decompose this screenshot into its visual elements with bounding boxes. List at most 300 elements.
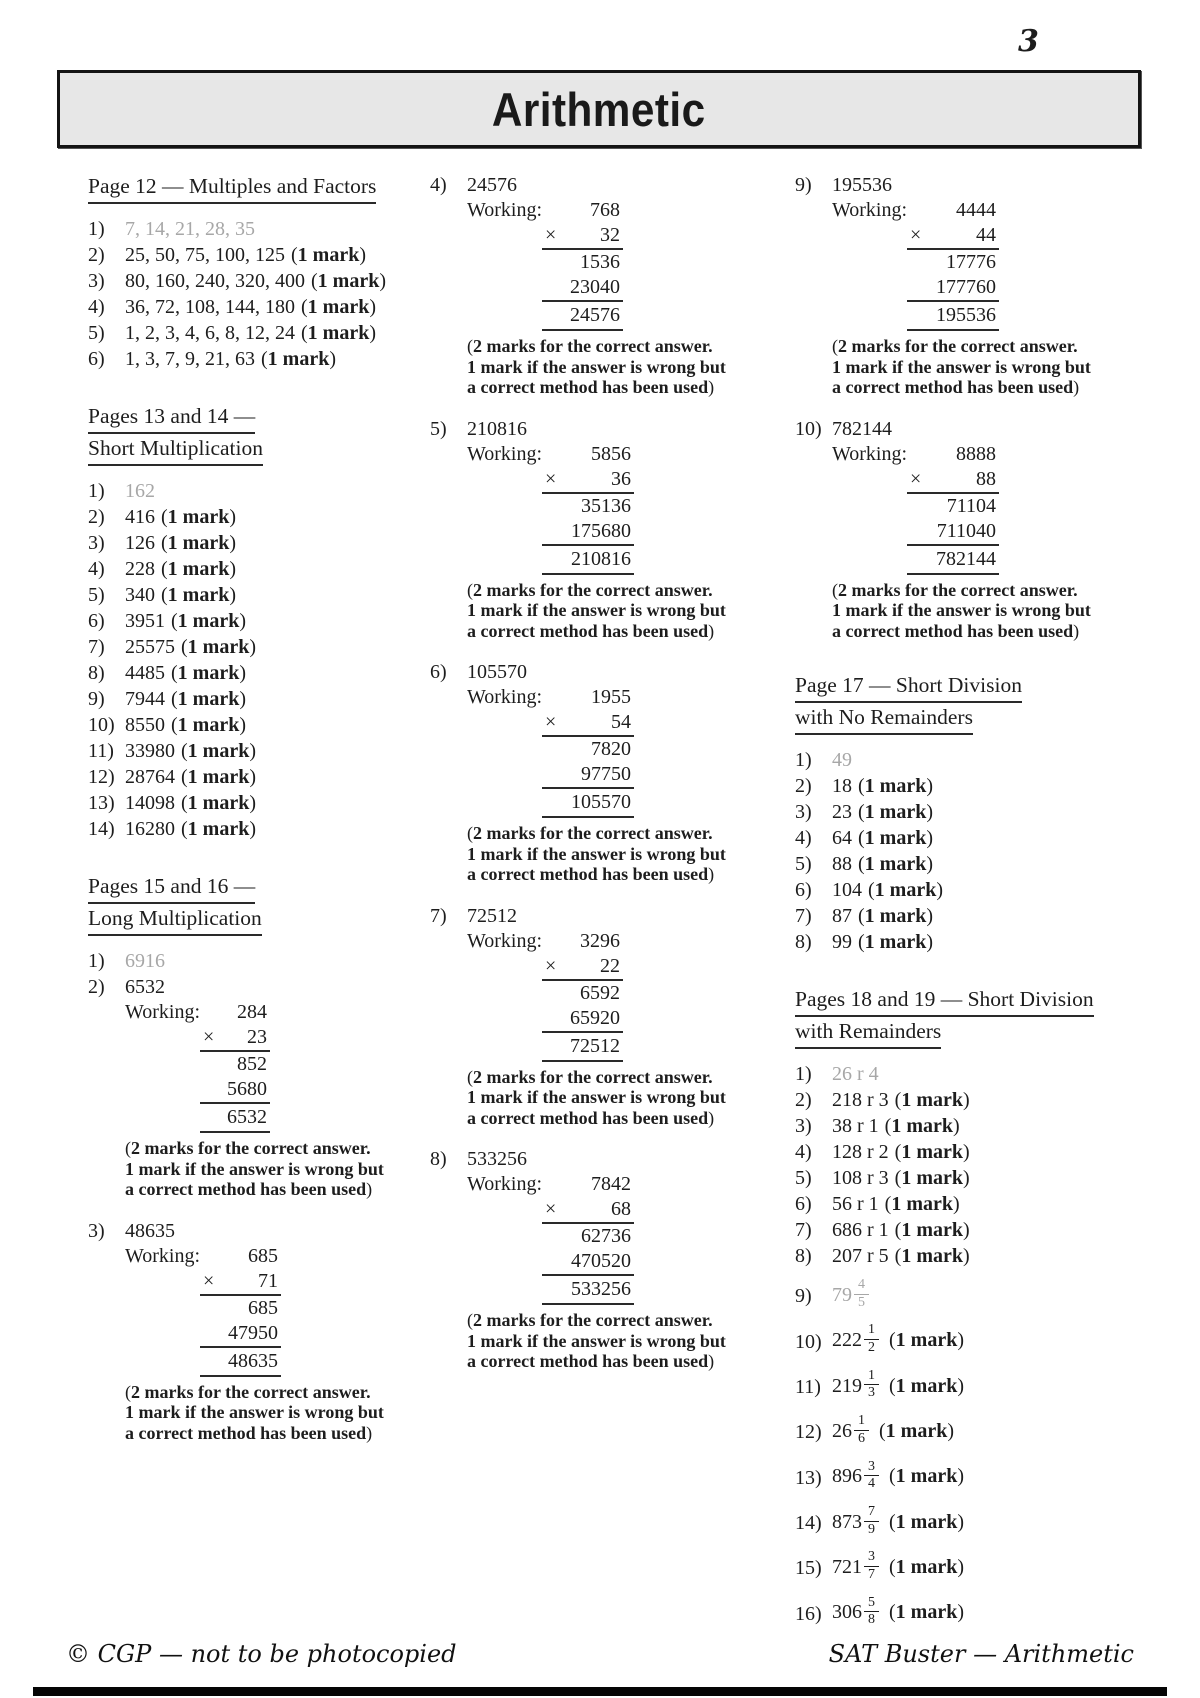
answer-content bbox=[832, 773, 1125, 799]
answer-value: 533256 bbox=[467, 1148, 527, 1170]
mult-result: 533256 bbox=[542, 1277, 634, 1305]
marks-note-line: (2 marks for the correct answer. bbox=[467, 336, 713, 356]
fraction bbox=[864, 1596, 879, 1628]
mark-value: 1 mark bbox=[317, 270, 380, 292]
answers-column-middle bbox=[430, 168, 730, 1390]
answer-value: 26 r 4 bbox=[832, 1063, 879, 1085]
answer-item bbox=[795, 1113, 1125, 1139]
answer-item bbox=[795, 1414, 1125, 1450]
working-label: Working: bbox=[832, 199, 908, 221]
answer-content bbox=[125, 582, 423, 608]
answer-content bbox=[832, 1217, 1125, 1243]
answer-item bbox=[795, 1278, 1125, 1314]
mark-label: (1 mark) bbox=[261, 348, 337, 370]
answer-content bbox=[832, 1243, 1125, 1269]
answer-item bbox=[795, 1323, 1125, 1359]
mark-label: (1 mark) bbox=[858, 905, 934, 927]
paren: ( bbox=[832, 336, 838, 356]
fraction-numerator: 7 bbox=[864, 1505, 879, 1522]
answer-item bbox=[795, 1165, 1125, 1191]
section-heading bbox=[88, 172, 423, 204]
multiplication-working bbox=[542, 198, 623, 331]
answer-content bbox=[832, 1113, 1125, 1139]
answer-content bbox=[467, 416, 730, 442]
mark-label: (1 mark) bbox=[889, 1329, 965, 1352]
item-number: 5) bbox=[88, 584, 105, 606]
working-row bbox=[467, 198, 730, 331]
mark-value: 1 mark bbox=[901, 1089, 964, 1111]
answer-item bbox=[795, 851, 1125, 877]
working-row bbox=[832, 198, 1125, 331]
fraction bbox=[854, 1278, 869, 1310]
fraction bbox=[854, 1414, 869, 1446]
paren: ) bbox=[366, 1179, 373, 1199]
item-number: 2) bbox=[88, 506, 105, 528]
mark-label: (1 mark) bbox=[181, 740, 257, 762]
answer-item bbox=[88, 790, 423, 816]
answer-item bbox=[88, 686, 423, 712]
mult-result: 72512 bbox=[542, 1034, 623, 1062]
mark-label: (1 mark) bbox=[171, 688, 247, 710]
answer-content bbox=[832, 1460, 1125, 1496]
answer-content bbox=[125, 712, 423, 738]
mult-result: 195536 bbox=[907, 303, 999, 331]
answer-content bbox=[125, 660, 423, 686]
mult-top-number: 768 bbox=[590, 199, 620, 221]
fraction-numerator: 4 bbox=[854, 1278, 869, 1295]
mult-result: 48635 bbox=[200, 1349, 281, 1377]
fraction-numerator: 1 bbox=[854, 1414, 869, 1431]
mult-partial-product: 685 bbox=[248, 1296, 278, 1319]
paren: ) bbox=[708, 377, 715, 397]
multiplication-working bbox=[200, 1000, 270, 1133]
mark-value: 1 mark bbox=[874, 879, 937, 901]
mark-label: (1 mark) bbox=[894, 1245, 970, 1267]
mark-label: (1 mark) bbox=[181, 818, 257, 840]
item-number: 9) bbox=[795, 1285, 812, 1308]
mult-partial-product: 852 bbox=[237, 1053, 267, 1075]
mark-label: (1 mark) bbox=[301, 296, 377, 318]
mark-label: (1 mark) bbox=[858, 931, 934, 953]
mark-value: 1 mark bbox=[864, 931, 927, 953]
mark-label: (1 mark) bbox=[879, 1419, 955, 1442]
footer-book-title: SAT Buster — Arithmetic bbox=[828, 1640, 1134, 1668]
answer-item bbox=[795, 1550, 1125, 1586]
paren: ( bbox=[125, 1138, 131, 1158]
mult-multiplier: 88 bbox=[976, 467, 996, 490]
section-heading bbox=[88, 872, 423, 936]
answer-item bbox=[88, 764, 423, 790]
section-heading-line: Page 17 — Short Division bbox=[795, 671, 1022, 703]
mark-value: 1 mark bbox=[297, 244, 360, 266]
mark-value: 1 mark bbox=[895, 1510, 958, 1533]
marks-note bbox=[467, 823, 730, 885]
item-number: 4) bbox=[430, 174, 447, 196]
item-number: 5) bbox=[795, 1167, 812, 1189]
item-number: 2) bbox=[88, 976, 105, 998]
item-number: 1) bbox=[88, 950, 105, 972]
answer-value: 207 r 5 bbox=[832, 1245, 889, 1267]
item-number: 5) bbox=[795, 853, 812, 875]
answer-value: 126 bbox=[125, 532, 155, 554]
mult-partial-product: 65920 bbox=[542, 1006, 623, 1033]
answer-value bbox=[832, 1413, 873, 1446]
marks-note-line: a correct method has been used) bbox=[832, 620, 1080, 641]
paren: ( bbox=[467, 579, 473, 600]
item-number: 4) bbox=[88, 558, 105, 580]
answer-item bbox=[88, 1218, 423, 1244]
section-heading bbox=[88, 402, 423, 466]
fraction-denominator: 3 bbox=[868, 1385, 875, 1401]
paren: ) bbox=[1073, 620, 1080, 641]
mark-value: 1 mark bbox=[895, 1601, 958, 1624]
working-label: Working: bbox=[832, 442, 908, 465]
mark-value: 1 mark bbox=[901, 1245, 964, 1267]
item-number: 13) bbox=[88, 792, 115, 814]
marks-note bbox=[832, 580, 1125, 642]
mult-result: 6532 bbox=[200, 1105, 270, 1133]
item-number: 2) bbox=[88, 244, 105, 266]
answer-content bbox=[832, 1165, 1125, 1191]
times-sign: × bbox=[545, 954, 557, 977]
page-footer bbox=[66, 1640, 1134, 1668]
mark-label: (1 mark) bbox=[889, 1374, 965, 1397]
marks-note bbox=[125, 1382, 423, 1444]
answer-item bbox=[795, 1596, 1125, 1632]
mult-multiplier: 54 bbox=[611, 711, 631, 733]
mark-value: 1 mark bbox=[307, 296, 370, 318]
answer-content bbox=[467, 172, 730, 198]
mark-value: 1 mark bbox=[901, 1141, 964, 1163]
answer-content bbox=[832, 825, 1125, 851]
answer-content bbox=[125, 530, 423, 556]
item-number: 7) bbox=[795, 1219, 812, 1241]
answer-content bbox=[832, 172, 1125, 198]
mult-multiplier-row bbox=[542, 954, 623, 981]
answer-item bbox=[795, 825, 1125, 851]
answer-content bbox=[125, 816, 423, 842]
whole-number: 219 bbox=[832, 1374, 862, 1397]
marks-note-line: (2 marks for the correct answer. bbox=[467, 1310, 713, 1330]
answer-item bbox=[88, 556, 423, 582]
marks-note-line: (2 marks for the correct answer. bbox=[467, 1066, 713, 1087]
answer-item bbox=[88, 242, 423, 268]
answer-value: 1, 2, 3, 4, 6, 8, 12, 24 bbox=[125, 322, 295, 344]
item-number: 1) bbox=[795, 1063, 812, 1085]
answer-content bbox=[125, 320, 423, 346]
answer-item bbox=[795, 1061, 1125, 1087]
marks-note-line: a correct method has been used) bbox=[125, 1179, 373, 1199]
times-sign: × bbox=[545, 467, 557, 490]
answer-value: 72512 bbox=[467, 904, 517, 927]
mult-top-number: 7842 bbox=[591, 1173, 631, 1195]
answer-content bbox=[832, 1061, 1125, 1087]
marks-note-line: a correct method has been used) bbox=[467, 1107, 715, 1128]
mult-top-number: 1955 bbox=[591, 686, 631, 708]
answer-value: 8550 bbox=[125, 714, 165, 736]
answer-item bbox=[795, 1217, 1125, 1243]
answer-item bbox=[88, 216, 423, 242]
answer-content bbox=[125, 764, 423, 790]
answer-value: 6532 bbox=[125, 976, 165, 998]
working-label: Working: bbox=[467, 1173, 543, 1195]
multiplication-working bbox=[907, 442, 999, 575]
mark-label: (1 mark) bbox=[171, 662, 247, 684]
item-number: 7) bbox=[88, 636, 105, 658]
answer-item bbox=[88, 738, 423, 764]
answer-value: 686 r 1 bbox=[832, 1219, 889, 1241]
working-row bbox=[467, 442, 730, 575]
mark-label: (1 mark) bbox=[161, 506, 237, 528]
answer-value: 64 bbox=[832, 827, 852, 849]
answer-content bbox=[125, 478, 423, 504]
answer-content bbox=[832, 929, 1125, 955]
answer-value: 23 bbox=[832, 801, 852, 823]
answer-item bbox=[795, 1191, 1125, 1217]
answer-value: 36, 72, 108, 144, 180 bbox=[125, 296, 295, 318]
mult-multiplier: 44 bbox=[976, 224, 996, 246]
mult-partial-product: 6592 bbox=[580, 981, 620, 1004]
item-number: 10) bbox=[88, 714, 115, 736]
item-number: 10) bbox=[795, 1330, 822, 1353]
answer-value: 128 r 2 bbox=[832, 1141, 889, 1163]
mult-partial-product: 175680 bbox=[542, 519, 634, 546]
mark-label: (1 mark) bbox=[858, 801, 934, 823]
fraction-numerator: 5 bbox=[864, 1596, 879, 1613]
marks-note-line: (2 marks for the correct answer. bbox=[832, 579, 1078, 600]
whole-number: 721 bbox=[832, 1556, 862, 1579]
item-number: 6) bbox=[88, 610, 105, 632]
whole-number: 873 bbox=[832, 1510, 862, 1533]
mult-multiplier: 23 bbox=[247, 1026, 267, 1048]
marks-note-line: 1 mark if the answer is wrong but bbox=[467, 843, 726, 864]
answer-content bbox=[125, 294, 423, 320]
marks-note-line: 1 mark if the answer is wrong but bbox=[467, 1087, 726, 1107]
section-heading-line: Pages 15 and 16 — bbox=[88, 872, 255, 904]
mult-multiplier-row bbox=[542, 1197, 634, 1224]
answer-value: 99 bbox=[832, 931, 852, 953]
mark-value: 1 mark bbox=[895, 1374, 958, 1397]
item-number: 9) bbox=[795, 174, 812, 196]
item-number: 8) bbox=[795, 1245, 812, 1267]
answer-item bbox=[795, 877, 1125, 903]
answer-item bbox=[88, 608, 423, 634]
section-heading-line: with No Remainders bbox=[795, 703, 973, 735]
mark-value: 1 mark bbox=[177, 714, 240, 736]
item-number: 1) bbox=[88, 218, 105, 240]
answer-content bbox=[125, 268, 423, 294]
section-heading-line: with Remainders bbox=[795, 1017, 941, 1049]
fraction-numerator: 1 bbox=[864, 1323, 879, 1340]
fraction bbox=[864, 1369, 879, 1401]
working-label: Working: bbox=[467, 442, 543, 465]
answer-value: 4485 bbox=[125, 662, 165, 684]
answer-item bbox=[795, 416, 1125, 442]
item-number: 7) bbox=[795, 905, 812, 927]
answer-item bbox=[795, 747, 1125, 773]
mark-label: (1 mark) bbox=[894, 1219, 970, 1241]
answer-value: 25, 50, 75, 100, 125 bbox=[125, 244, 285, 266]
mult-partial-product: 1536 bbox=[580, 251, 620, 273]
answer-value: 38 r 1 bbox=[832, 1115, 879, 1137]
mult-multiplier-row bbox=[200, 1025, 270, 1052]
answer-value: 210816 bbox=[467, 417, 527, 440]
mark-value: 1 mark bbox=[891, 1193, 954, 1215]
times-sign: × bbox=[203, 1026, 215, 1048]
answer-value: 7, 14, 21, 28, 35 bbox=[125, 218, 255, 240]
answer-value: 33980 bbox=[125, 740, 175, 762]
fraction-denominator: 2 bbox=[868, 1340, 875, 1356]
working-row bbox=[125, 1000, 423, 1133]
times-sign: × bbox=[910, 224, 922, 246]
mark-label: (1 mark) bbox=[884, 1193, 960, 1215]
multiplication-working bbox=[542, 442, 634, 575]
mark-value: 1 mark bbox=[187, 792, 250, 814]
item-number: 11) bbox=[88, 740, 114, 762]
answer-content bbox=[832, 1505, 1125, 1541]
working-label: Working: bbox=[125, 1244, 201, 1267]
answer-content bbox=[125, 216, 423, 242]
item-number: 9) bbox=[88, 688, 105, 710]
section-heading bbox=[795, 985, 1125, 1049]
footer-copyright: © CGP — not to be photocopied bbox=[66, 1640, 457, 1668]
fraction-numerator: 3 bbox=[864, 1550, 879, 1567]
item-number: 6) bbox=[88, 348, 105, 370]
item-number: 3) bbox=[795, 1115, 812, 1137]
mark-label: (1 mark) bbox=[181, 766, 257, 788]
answer-item bbox=[88, 504, 423, 530]
mark-label: (1 mark) bbox=[889, 1465, 965, 1488]
times-sign: × bbox=[545, 711, 557, 733]
mult-top-number: 685 bbox=[248, 1244, 278, 1267]
answer-item bbox=[88, 530, 423, 556]
mult-partial-product: 47950 bbox=[200, 1321, 281, 1348]
fraction bbox=[864, 1323, 879, 1355]
item-number: 2) bbox=[795, 775, 812, 797]
item-number: 11) bbox=[795, 1375, 821, 1398]
marks-note-line: 1 mark if the answer is wrong but bbox=[467, 1330, 726, 1351]
fraction-denominator: 9 bbox=[868, 1521, 875, 1537]
answer-item bbox=[430, 659, 730, 685]
answer-value: 48635 bbox=[125, 1219, 175, 1242]
working-row bbox=[467, 1172, 730, 1305]
working-label: Working: bbox=[467, 686, 543, 708]
item-number: 14) bbox=[795, 1512, 822, 1535]
mult-partial-product: 5680 bbox=[200, 1077, 270, 1104]
marks-note-line: 1 mark if the answer is wrong but bbox=[125, 1158, 384, 1179]
answer-value: 24576 bbox=[467, 174, 517, 196]
answer-item bbox=[795, 1505, 1125, 1541]
answer-content bbox=[832, 1191, 1125, 1217]
item-number: 10) bbox=[795, 417, 822, 440]
answer-content bbox=[832, 1414, 1125, 1450]
answer-item bbox=[88, 660, 423, 686]
item-number: 4) bbox=[88, 296, 105, 318]
mark-value: 1 mark bbox=[895, 1465, 958, 1488]
answer-value: 195536 bbox=[832, 174, 892, 196]
mult-partial-product: 7820 bbox=[591, 738, 631, 760]
paren: ( bbox=[467, 336, 473, 356]
mark-label: (1 mark) bbox=[858, 853, 934, 875]
answer-content bbox=[467, 903, 730, 929]
mult-top-number: 5856 bbox=[591, 442, 631, 465]
answers-column-left bbox=[88, 168, 423, 1461]
paren: ) bbox=[708, 1107, 715, 1128]
mark-value: 1 mark bbox=[891, 1115, 954, 1137]
answer-value: 782144 bbox=[832, 417, 892, 440]
mark-label: (1 mark) bbox=[894, 1089, 970, 1111]
whole-number: 79 bbox=[832, 1283, 852, 1306]
mark-label: (1 mark) bbox=[161, 584, 237, 606]
marks-note-line: (2 marks for the correct answer. bbox=[832, 336, 1078, 356]
mult-multiplier-row bbox=[907, 223, 999, 250]
times-sign: × bbox=[545, 224, 557, 246]
marks-note-line: (2 marks for the correct answer. bbox=[467, 579, 713, 600]
mult-multiplier-row bbox=[542, 223, 623, 250]
mark-value: 1 mark bbox=[864, 827, 927, 849]
answer-content bbox=[125, 738, 423, 764]
mark-label: (1 mark) bbox=[161, 558, 237, 580]
mult-partial-product: 23040 bbox=[542, 275, 623, 302]
mult-multiplier-row bbox=[200, 1269, 281, 1296]
mult-partial-product: 97750 bbox=[542, 762, 634, 789]
answer-value: 104 bbox=[832, 879, 862, 901]
item-number: 14) bbox=[88, 818, 115, 840]
answer-value bbox=[832, 1367, 883, 1401]
fraction-numerator: 1 bbox=[864, 1369, 879, 1386]
item-number: 8) bbox=[795, 931, 812, 953]
whole-number: 896 bbox=[832, 1465, 862, 1488]
answer-value: 18 bbox=[832, 775, 852, 797]
marks-note bbox=[467, 336, 730, 398]
answer-item bbox=[88, 634, 423, 660]
answer-value: 108 r 3 bbox=[832, 1167, 889, 1189]
answer-item bbox=[88, 816, 423, 842]
answer-value: 14098 bbox=[125, 792, 175, 814]
mult-result: 105570 bbox=[542, 790, 634, 818]
mark-label: (1 mark) bbox=[894, 1141, 970, 1163]
mult-result: 210816 bbox=[542, 547, 634, 575]
answer-item bbox=[795, 1139, 1125, 1165]
answer-content bbox=[832, 799, 1125, 825]
answer-value: 87 bbox=[832, 905, 852, 927]
mark-label: (1 mark) bbox=[894, 1167, 970, 1189]
marks-note-line: a correct method has been used) bbox=[832, 377, 1080, 397]
marks-note-line: a correct method has been used) bbox=[467, 864, 715, 884]
mult-partial-product: 177760 bbox=[907, 275, 999, 302]
item-number: 6) bbox=[795, 879, 812, 901]
item-number: 1) bbox=[795, 749, 812, 771]
mark-label: (1 mark) bbox=[889, 1510, 965, 1533]
marks-note-line: 1 mark if the answer is wrong but bbox=[832, 600, 1091, 620]
answer-content bbox=[125, 1218, 423, 1244]
answer-item bbox=[795, 799, 1125, 825]
marks-note-line: 1 mark if the answer is wrong but bbox=[467, 356, 726, 377]
mult-top-number: 4444 bbox=[956, 199, 996, 221]
answer-content bbox=[125, 242, 423, 268]
item-number: 4) bbox=[795, 1141, 812, 1163]
answer-content bbox=[125, 504, 423, 530]
mark-label: (1 mark) bbox=[858, 775, 934, 797]
answer-content bbox=[832, 1278, 1125, 1314]
item-number: 1) bbox=[88, 480, 105, 502]
item-number: 13) bbox=[795, 1466, 822, 1489]
paren: ( bbox=[467, 823, 473, 843]
section-heading-line: Page 12 — Multiples and Factors bbox=[88, 172, 376, 204]
page-number: 3 bbox=[1018, 24, 1039, 59]
item-number: 5) bbox=[430, 417, 447, 440]
mult-partial-product: 62736 bbox=[581, 1225, 631, 1247]
